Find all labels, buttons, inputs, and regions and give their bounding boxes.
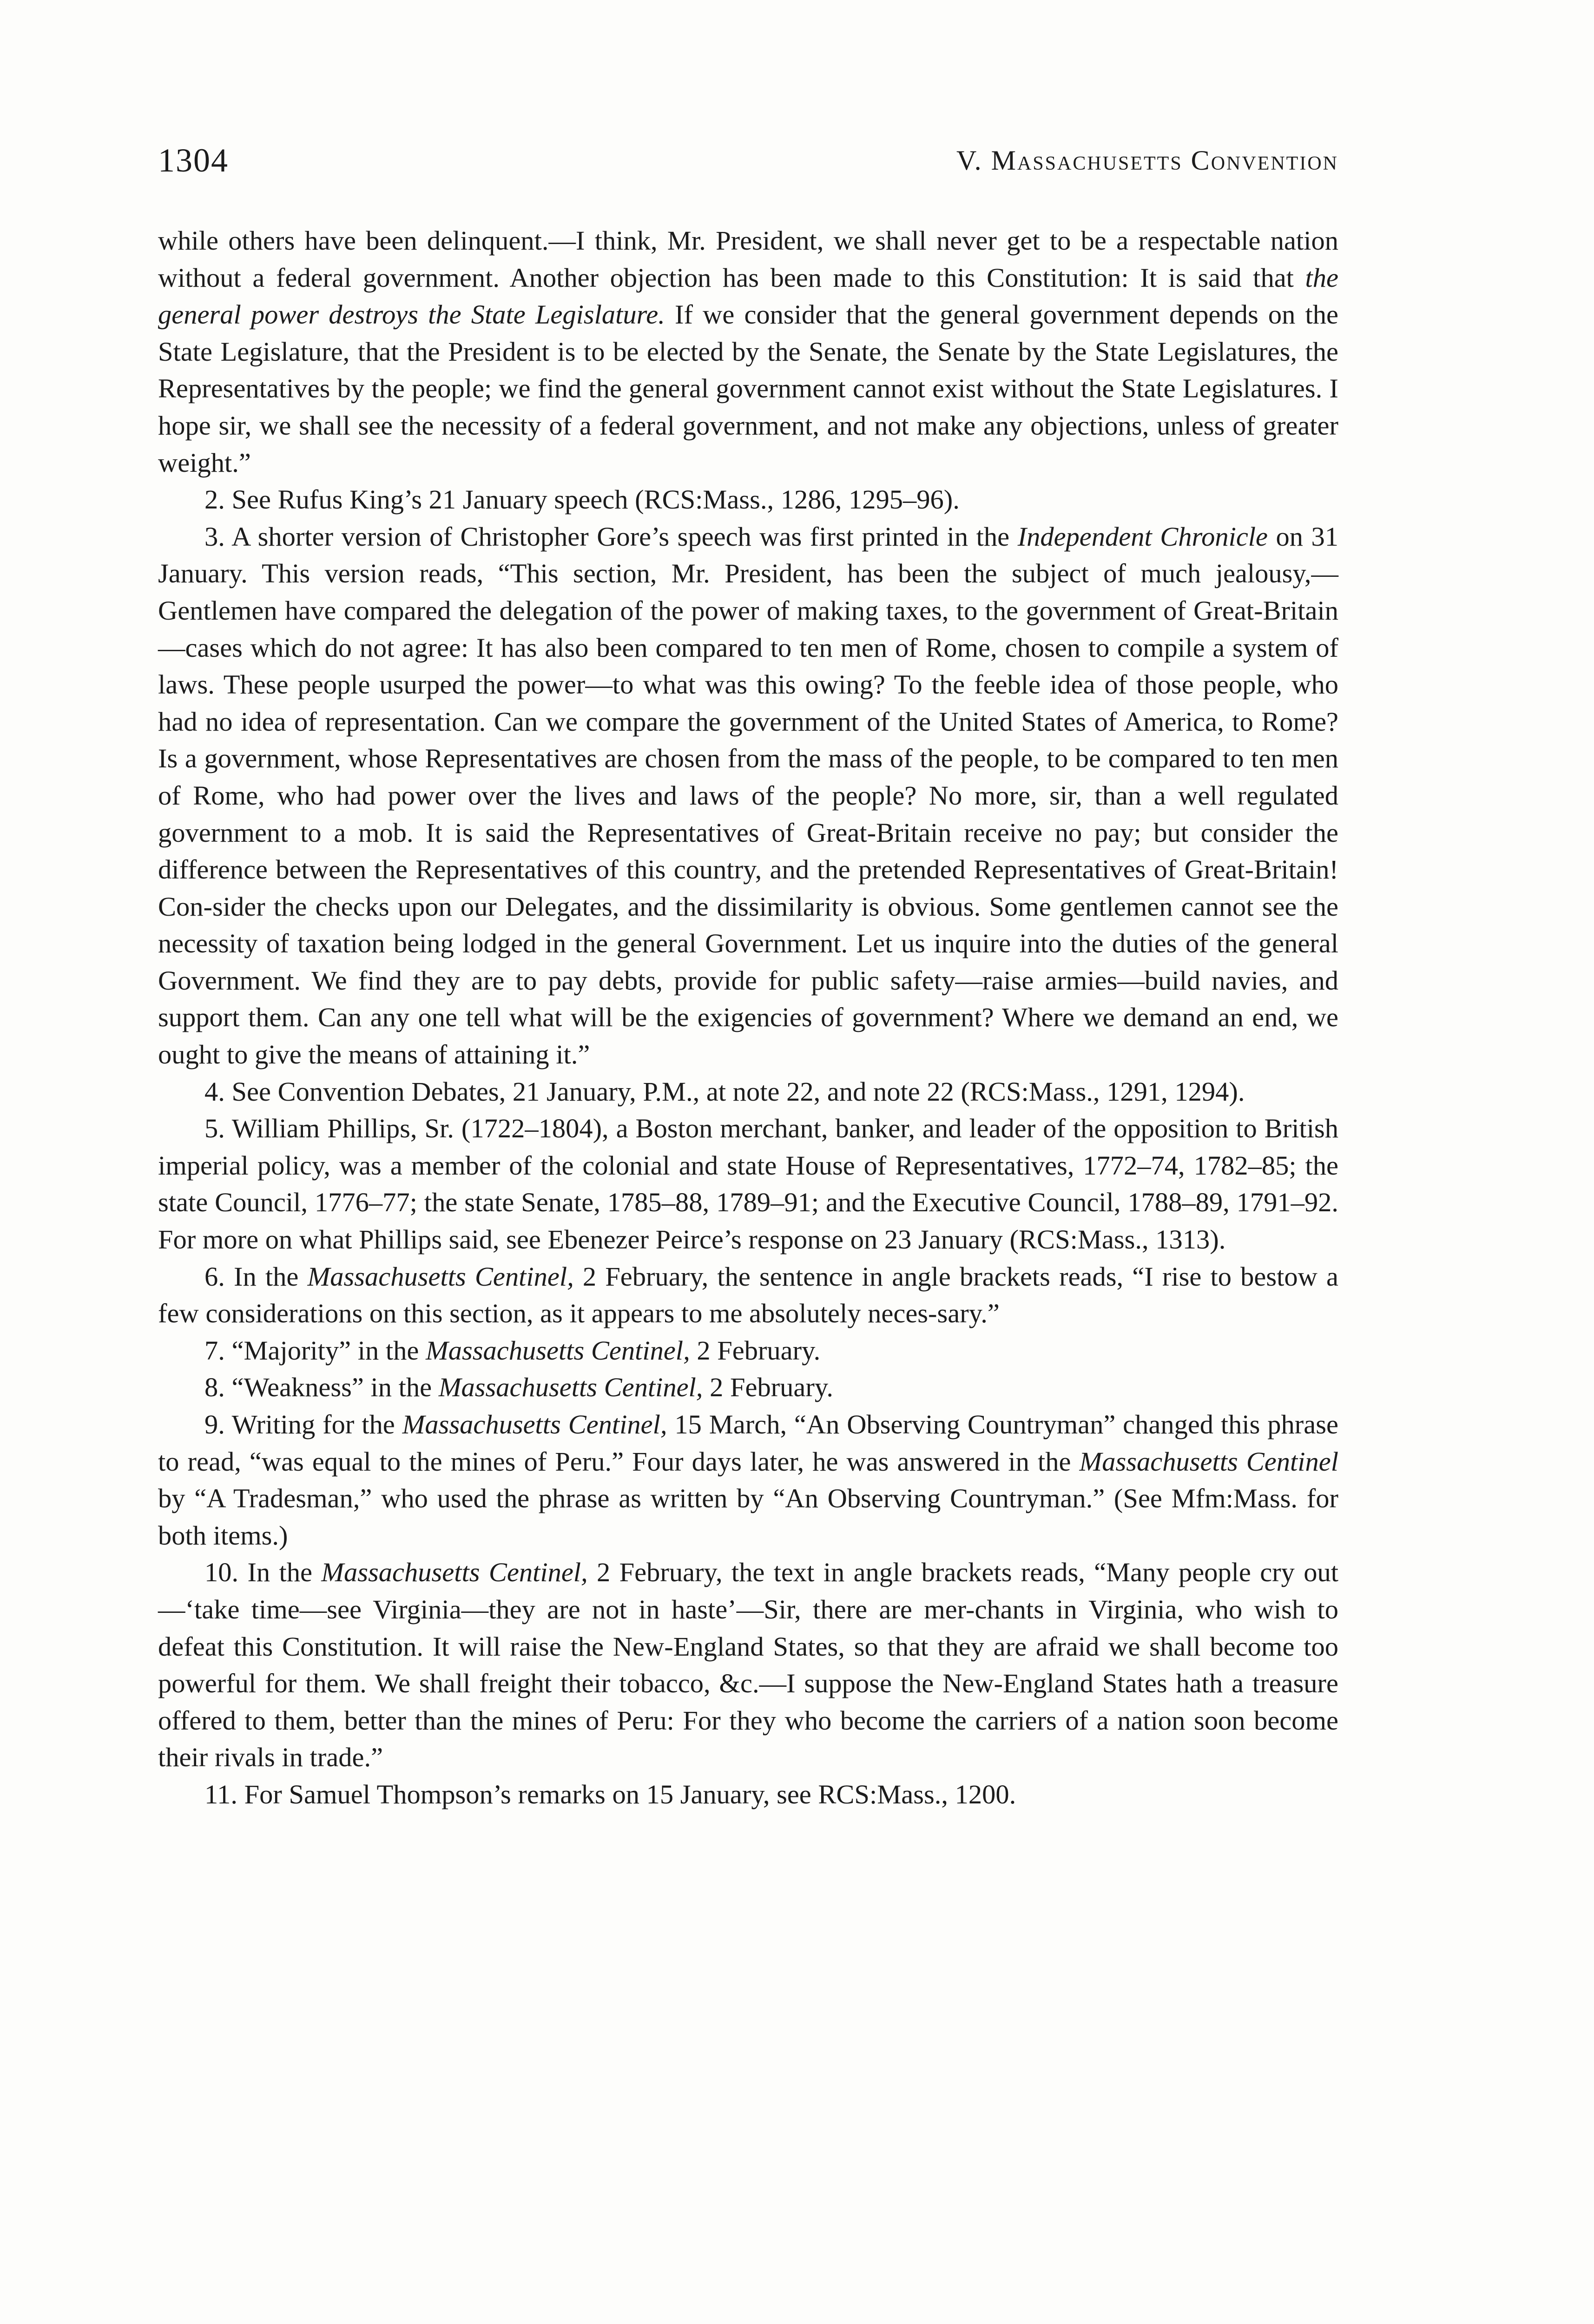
italic-title: Massachusetts Centinel, [438,1372,703,1403]
note-text: 9. Writing for the [204,1409,402,1439]
note-10 [158,1554,1338,1776]
note-8 [158,1369,1338,1406]
italic-title: Independent Chronicle [1017,521,1268,552]
section-title: V. Massachusetts Convention [956,145,1338,176]
running-head [158,135,1338,186]
note-text: 15 March, “An Observing Countryman” changed this phrase to read, “was equal to the mines of Peru.” Four days later, he was answered in the [158,1409,1338,1477]
note-text: 8. “Weakness” in the [204,1372,439,1403]
note-text: 2 February, the text in angle brackets reads, “Many people cry out—‘take time—see Virginia—they are not in haste’—Sir, there are mer-chants in Virginia, who wish to defeat this Constitution. It will raise the New-England States, so that they are afraid we shall become too powerful for them. We shall freight their tobacco, &c.—I suppose the New-England States hath a treasure offered to them, better than the mines of Peru: For they who become the carriers of a nation soon become their rivals in trade.” [158,1557,1338,1773]
note-text: 3. A shorter version of Christopher Gore’s speech was first printed in the [204,521,1018,552]
note-text: If we consider that the general government depends on the State Legislature, that the President is to be elected by the Senate, the Senate by the State Legislatures, the Representatives by the people; we find the general government cannot exist without the State Legislatures. I hope sir, we shall see the necessity of a federal government, and not make any objections, unless of greater weight.” [158,299,1338,478]
note-text: 2 February. [703,1372,833,1403]
italic-title: Massachusetts Centinel, [402,1409,667,1439]
note-3 [158,518,1338,1073]
note-text: 7. “Majority” in the [204,1335,426,1366]
note-text: 4. See Convention Debates, 21 January, P.M., at note 22, and note 22 (RCS:Mass., 1291, 1294). [204,1076,1245,1107]
note-7 [158,1332,1338,1369]
note-text: while others have been delinquent.—I think, Mr. President, we shall never get to be a respectable nation without a federal government. Another objection has been made to this Constitution: It is said that [158,225,1338,293]
note-text: by “A Tradesman,” who used the phrase as written by “An Observing Countryman.” (See Mfm:Mass. for both items.) [158,1483,1338,1551]
note-continuation [158,222,1338,481]
note-text: 10. In the [204,1557,322,1588]
italic-title: Massachusetts Centinel [1079,1446,1338,1477]
note-11 [158,1776,1338,1813]
note-6 [158,1258,1338,1332]
page-number: 1304 [158,142,229,179]
note-4 [158,1073,1338,1110]
note-text: 6. In the [204,1261,308,1292]
note-text: 2 February. [690,1335,821,1366]
note-5 [158,1110,1338,1258]
italic-title: Massachusetts Centinel, [307,1261,574,1292]
italic-title: the general power destroys the State Legislature. [158,262,1338,330]
italic-title: Massachusetts Centinel, [321,1557,588,1588]
note-text: 11. For Samuel Thompson’s remarks on 15 January, see RCS:Mass., 1200. [204,1779,1016,1809]
note-text: 2. See Rufus King’s 21 January speech (RCS:Mass., 1286, 1295–96). [204,484,960,515]
note-text: 2 February, the sentence in angle brackets reads, “I rise to bestow a few considerations on this section, as it appears to me absolutely neces-sary.” [158,1261,1338,1329]
notes-body [158,222,1338,1813]
note-text: on 31 January. This version reads, “This section, Mr. President, has been the subject of much jealousy,—Gentlemen have compared the delegation of the power of making taxes, to the government of Great-Britain—cases which do not agree: It has also been compared to ten men of Rome, chosen to compile a system of laws. These people usurped the power—to what was this owing? To the feeble idea of those people, who had no idea of representation. Can we compare the government of the United States of America, to Rome? Is a government, whose Representatives are chosen from the mass of the people, to be compared to ten men of Rome, who had power over the lives and laws of the people? No more, sir, than a well regulated government to a mob. It is said the Representatives of Great-Britain receive no pay; but consider the difference between the Representatives of this country, and the pretended Representatives of Great-Britain! Con-sider the checks upon our Delegates, and the dissimilarity is obvious. Some gentlemen cannot see the necessity of taxation being lodged in the general Government. Let us inquire into the duties of the general Government. We find they are to pay debts, provide for public safety—raise armies—build navies, and support them. Can any one tell what will be the exigencies of government? Where we demand an end, we ought to give the means of attaining it.” [158,521,1339,1070]
note-2 [158,481,1338,518]
italic-title: Massachusetts Centinel, [426,1335,690,1366]
note-9 [158,1406,1338,1554]
note-text: 5. William Phillips, Sr. (1722–1804), a Boston merchant, banker, and leader of the opposition to British imperial policy, was a member of the colonial and state House of Representatives, 1772–74, 1782–85; the state Council, 1776–77; the state Senate, 1785–88, 1789–91; and the Executive Council, 1788–89, 1791–92. For more on what Phillips said, see Ebenezer Peirce’s response on 23 January (RCS:Mass., 1313). [158,1113,1338,1255]
